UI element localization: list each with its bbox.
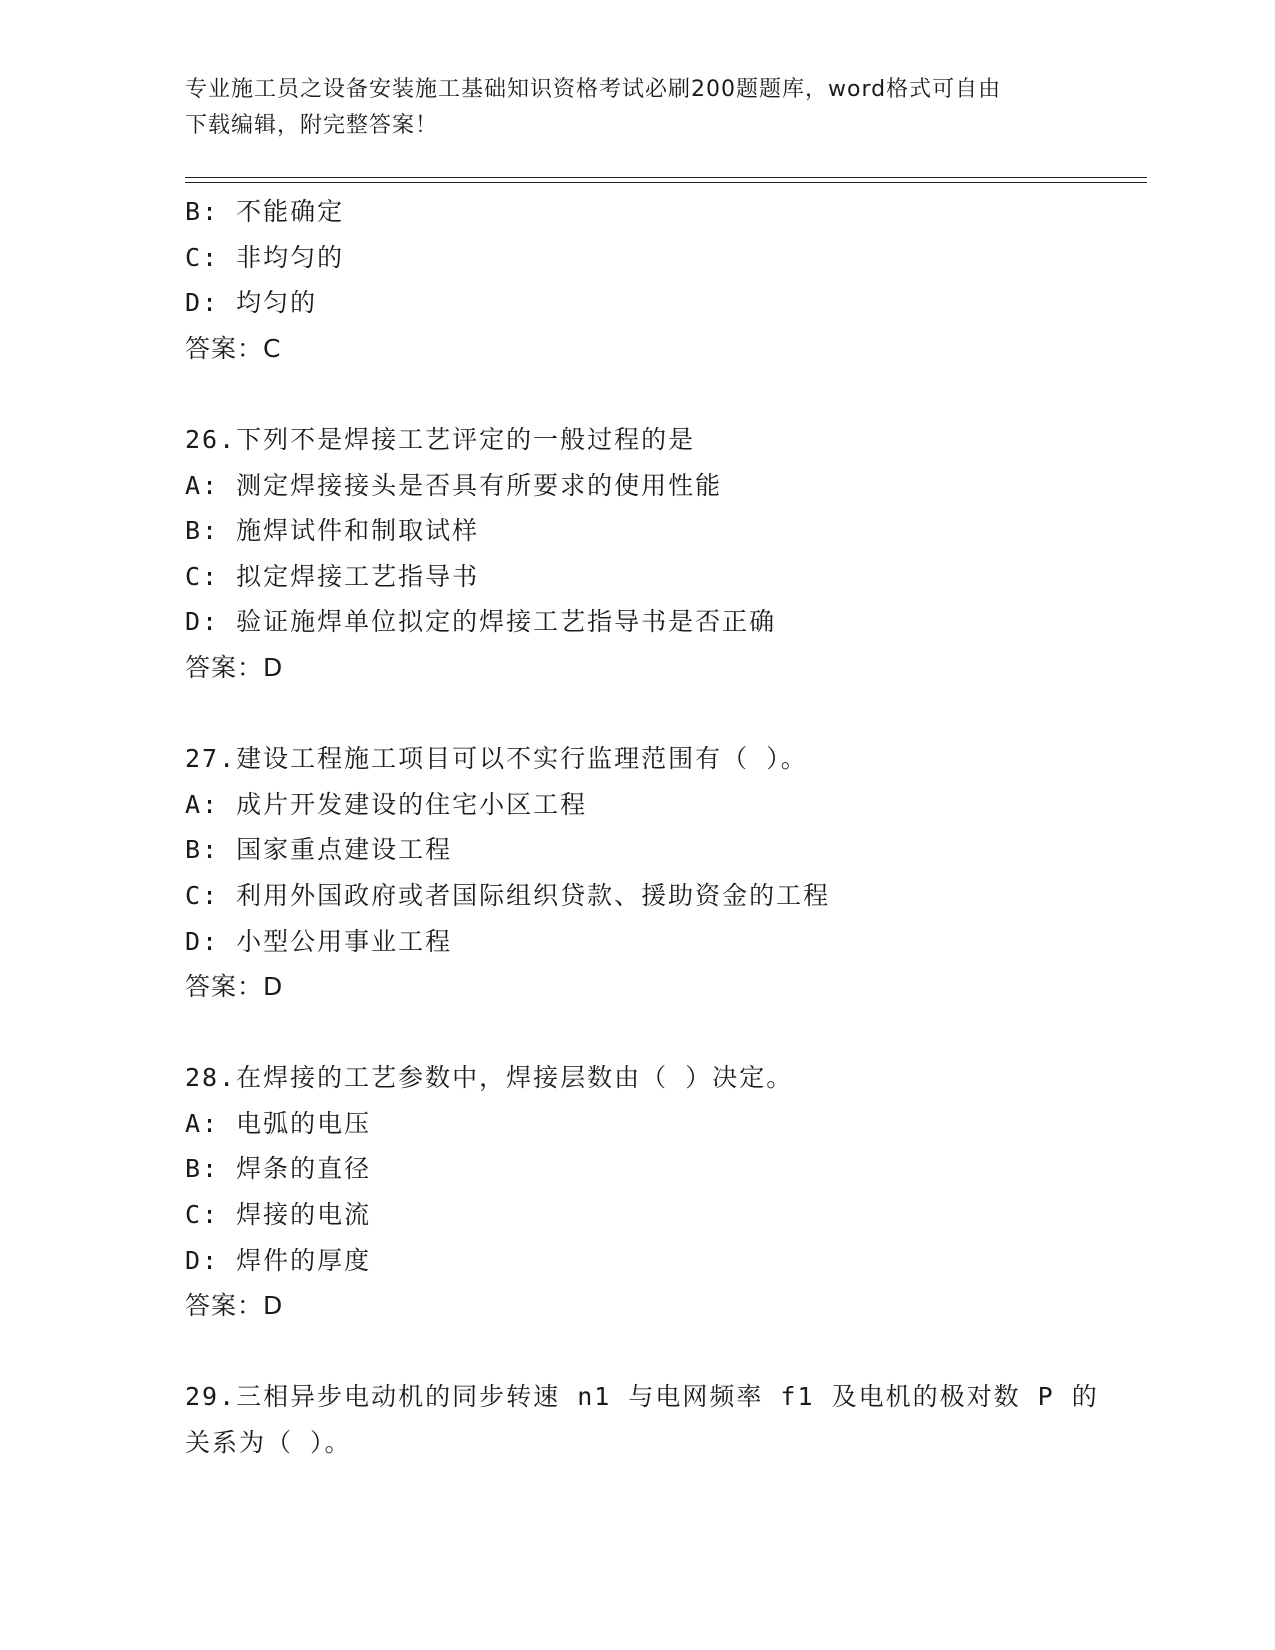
answer-line: 答案：D [185, 972, 284, 1002]
question-block-25 [185, 189, 1145, 371]
option-c: C: 焊接的电流 [185, 1200, 372, 1230]
option-d: D: 验证施焊单位拟定的焊接工艺指导书是否正确 [185, 607, 777, 637]
option-c: C: 拟定焊接工艺指导书 [185, 561, 480, 591]
question-text: 27.建设工程施工项目可以不实行监理范围有（ ）。 [185, 744, 808, 774]
header-line-2: 下载编辑，附完整答案！ [185, 113, 439, 138]
question-text-line-1: 29.三相异步电动机的同步转速 n1 与电网频率 f1 及电机的极对数 P 的 [185, 1382, 1099, 1412]
spacer [185, 1010, 1145, 1056]
spacer [185, 691, 1145, 737]
question-text: 28.在焊接的工艺参数中，焊接层数由（ ）决定。 [185, 1063, 794, 1093]
answer-line: 答案：D [185, 652, 284, 682]
option-d: D: 焊件的厚度 [185, 1245, 372, 1275]
question-block-29 [185, 1374, 1145, 1465]
header-line-1: 专业施工员之设备安装施工基础知识资格考试必刷200题题库，word格式可自由 [185, 77, 1002, 102]
question-block-28 [185, 1055, 1145, 1329]
question-block-26 [185, 417, 1145, 691]
option-d: D: 均匀的 [185, 288, 318, 318]
option-b: B: 施焊试件和制取试样 [185, 516, 480, 546]
option-a: A: 测定焊接接头是否具有所要求的使用性能 [185, 470, 723, 500]
answer-line: 答案：D [185, 1291, 284, 1321]
option-a: A: 成片开发建设的住宅小区工程 [185, 789, 588, 819]
question-list [185, 189, 1145, 1466]
document-header [185, 72, 1085, 144]
spacer [185, 371, 1145, 417]
header-divider-bottom [185, 182, 1147, 183]
option-b: B: 国家重点建设工程 [185, 835, 453, 865]
header-divider-top [185, 177, 1147, 178]
question-text: 26.下列不是焊接工艺评定的一般过程的是 [185, 424, 696, 454]
option-a: A: 电弧的电压 [185, 1108, 372, 1138]
question-block-27 [185, 736, 1145, 1010]
option-c: C: 利用外国政府或者国际组织贷款、援助资金的工程 [185, 880, 831, 910]
spacer [185, 1329, 1145, 1375]
option-b: B: 不能确定 [185, 197, 345, 226]
option-b: B: 焊条的直径 [185, 1154, 372, 1184]
answer-line: 答案：C [185, 333, 282, 363]
option-c: C: 非均匀的 [185, 242, 345, 272]
option-d: D: 小型公用事业工程 [185, 926, 453, 956]
question-text-line-2: 关系为（ ）。 [185, 1428, 352, 1458]
